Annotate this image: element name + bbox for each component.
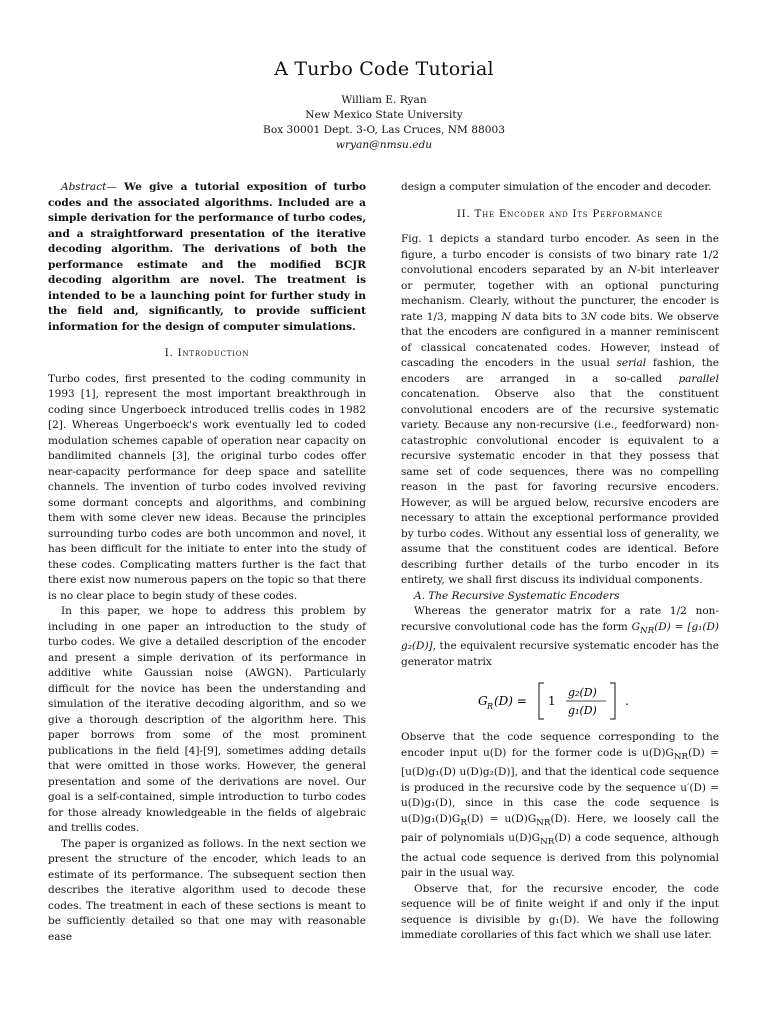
text-run: code bits. We observe that the encoders are configured in a manner reminiscent of classical concatenated codes. However, instead of cascading the encoders in the usual (401, 310, 719, 369)
text-run: Fig. 1 depicts a standard turbo encoder. As seen in the figure, a turbo encoder is consists of two binary rate 1/2 convolutional encoders separated by an (401, 233, 719, 276)
math-g: G (631, 620, 640, 633)
encoder-paragraph (401, 232, 719, 589)
generator-equation (401, 677, 719, 723)
author-address: Box 30001 Dept. 3-O, Las Cruces, NM 88003 (263, 124, 505, 136)
right-column (401, 180, 719, 944)
italic-parallel: parallel (678, 372, 719, 385)
abstract-text: We give a tutorial exposition of turbo codes and the associated algorithms. Included are a simple derivation for the performance of turbo codes, and a straightforward presentation of the iterative decoding algorithm. The derivations of both the performance estimate and the modified BCJR decoding algorithm are novel. The treatment is intended to be a launching point for further study in the field and, significantly, to provide sufficient information for the design of computer simulations. (48, 181, 366, 333)
author-block (0, 93, 768, 153)
math-sub: NR (540, 837, 555, 848)
eq-lhs-arg: (D) = (494, 694, 527, 709)
italic-serial: serial (616, 357, 647, 369)
math-sub: NR (673, 751, 689, 762)
author-email: wryan@nmsu.edu (335, 139, 433, 151)
intro-paragraph-2: In this paper, we hope to address this problem by including in one paper an introduction to the study of turbo codes. We give a detailed description of the encoder and present a simple derivation of its performance in additive white Gaussian noise (AWGN). Particularly difficult for the novice has been the understanding and simulation of the iterative decoding algorithm, and so we give a thorough description of the algorithm here. This paper borrows from some of the most prominent publications in the field [4]-[9], sometimes adding details that were omitted in those works. However, the general presentation and some of the derivations are novel. Our goal is a self-contained, simple introduction to turbo codes for those already knowledgeable in the fields of algebraic and trellis codes. (48, 605, 366, 834)
section-heading-introduction: I. Introduction (164, 348, 250, 359)
text-run: Observe that the code sequence corresponding to the encoder input u(D) for the former code is u(D)G (401, 731, 719, 759)
right-bracket (610, 683, 615, 719)
continuation-text: design a computer simulation of the encoder and decoder. (401, 181, 712, 193)
section-heading-encoder: II. The Encoder and Its Performance (456, 208, 664, 220)
left-column (48, 180, 366, 945)
observe-paragraph (401, 730, 719, 882)
text-run: Whereas the generator matrix for a rate 1/2 non-recursive convolutional code has the form (401, 605, 719, 633)
text-run: fashion, the encoders are arranged in a so-called (401, 357, 719, 385)
text-run: , the equivalent recursive systematic encoder has the generator matrix (401, 640, 719, 668)
author-affiliation: New Mexico State University (305, 109, 463, 121)
text-run: concatenation. Observe also that the constituent convolutional encoders are of the recursive systematic variety. Because any non-recursive (i.e., feedforward) non-catastrophic convolutional encoder is equivalent to a recursive systematic encoder in that they possess that same set of code sequences, there was no compelling reason in the past for favoring recursive encoders. However, as will be argued below, recursive encoders are necessary to attain the exceptional performance provided by turbo codes. Without any essential loss of generality, we assume that the constituent codes are identical. Before describing further details of the turbo encoder in its entirety, we shall first discuss its individual components. (401, 388, 719, 586)
text-run: (D). Here, we loosely call the pair of polynomials u(D)G (401, 812, 719, 845)
eq-period: . (625, 694, 629, 709)
eq-numerator: g₂(D) (568, 686, 597, 700)
math-arg: (D) = (654, 620, 684, 633)
math-sub: NR (536, 817, 551, 828)
text-run: (D) = u(D)G (466, 812, 537, 825)
eq-denominator: g₁(D) (568, 704, 597, 718)
text-run: data bits to 3 (510, 310, 588, 323)
eq-lhs: G (478, 694, 488, 709)
intro-paragraph-3: The paper is organized as follows. In the next section we present the structure of the encoder, which leads to an estimate of its performance. The subsequent section then describes the iterative algorithm used to decode these codes. The treatment in each of these sections is meant to be sufficiently detailed so that one may with reasonable ease (48, 837, 366, 943)
math-sub: R (460, 817, 467, 828)
equation-graphic (460, 677, 660, 723)
author-name: William E. Ryan (341, 94, 427, 106)
math-sub: NR (639, 625, 655, 636)
math-row: [g₁(D) g₂(D)] (401, 620, 719, 653)
intro-paragraph-1: Turbo codes, first presented to the coding community in 1993 [1], represent the most important breakthrough in coding since Ungerboeck introduced trellis codes in 1982 [2]. Whereas Ungerboeck's work eventually led to coded modulation schemes capable of operation near capacity on bandlimited channels [3], the original turbo codes offer near-capacity performance for deep space and satellite channels. The invention of turbo codes involved reviving some dormant concepts and algorithms, and combining them with some clever new ideas. Because the principles surrounding turbo codes are both uncommon and novel, it has been difficult for the initiate to enter into the study of these codes. Complicating matters further is the fact that there exist now numerous papers on the topic so that there is no clear place to begin study of these codes. (48, 372, 366, 602)
math-n: N (627, 264, 637, 276)
left-bracket (539, 683, 544, 719)
paper-title: A Turbo Code Tutorial (274, 58, 494, 80)
text-run: (D) a code sequence, although the actual code sequence is derived from this polynomial pair in the usual way. (401, 832, 719, 880)
text-run: (D) = [u(D)g₁(D) u(D)g₂(D)], and that the identical code sequence is produced in the recursive code by the sequence u′(D) = u(D)g₁(D), since in this case the code sequence is u(D)g₁(D)G (401, 746, 719, 825)
eq-one: 1 (548, 694, 556, 709)
abstract (48, 180, 366, 335)
generator-paragraph (401, 604, 719, 670)
finite-weight-paragraph: Observe that, for the recursive encoder, the code sequence will be of finite weight if and only if the input sequence is divisible by g₁(D). We have the following immediate corollaries of this fact which we shall use later. (401, 882, 719, 942)
math-n: N (587, 310, 597, 323)
abstract-label: Abstract— (61, 181, 117, 193)
math-n: N (501, 310, 511, 323)
text-run: -bit interleaver or permuter, together with an optional puncturing mechanism. Clearly, without the puncturer, the encoder is rate 1/3, mapping (401, 264, 719, 323)
subsection-heading-rse: A. The Recursive Systematic Encoders (414, 589, 620, 602)
eq-lhs-sub: R (487, 702, 494, 712)
